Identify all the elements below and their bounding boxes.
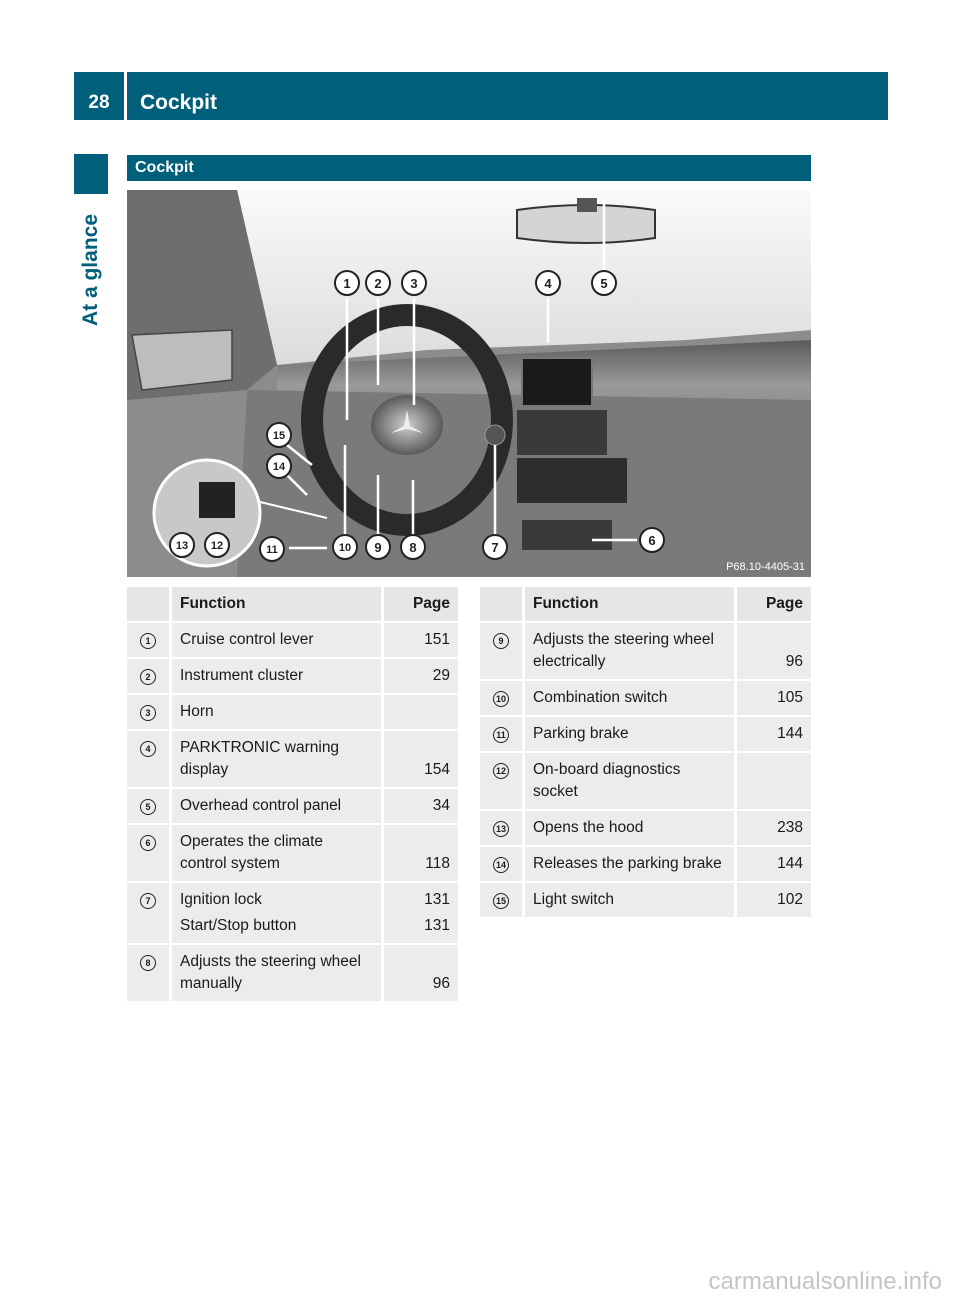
- callout-7: [483, 535, 507, 559]
- cockpit-illustration: [127, 190, 811, 577]
- table-row: [480, 716, 811, 752]
- callout-9: [366, 535, 390, 559]
- row-number: 14: [493, 857, 509, 873]
- table-row: [127, 622, 458, 658]
- page-cell: 102: [736, 882, 812, 917]
- num-header: [127, 587, 171, 622]
- page-cell: 151: [383, 622, 459, 658]
- page-header: Page: [383, 587, 459, 622]
- function-header: Function: [524, 587, 736, 622]
- callout-2: [366, 271, 390, 295]
- callout-3: [402, 271, 426, 295]
- function-cell: Horn: [171, 694, 383, 730]
- callout-10: [333, 535, 357, 559]
- side-tab: [74, 154, 108, 194]
- page-cell: 96: [383, 944, 459, 1001]
- page-cell: 118: [383, 824, 459, 882]
- function-line: Start/Stop button: [180, 917, 297, 934]
- table-row: [127, 944, 458, 1001]
- page-cell: [383, 694, 459, 730]
- function-cell: Cruise control lever: [171, 622, 383, 658]
- row-number: 6: [140, 835, 156, 851]
- row-number: 2: [140, 669, 156, 685]
- function-cell: Light switch: [524, 882, 736, 917]
- callout-9-label: 9: [374, 540, 382, 555]
- page-cell: [736, 752, 812, 810]
- table-row: [480, 680, 811, 716]
- table-row: [480, 752, 811, 810]
- callout-15: [267, 423, 291, 447]
- function-table-left: [127, 587, 458, 1001]
- callout-4-label: 4: [544, 276, 552, 291]
- table-row: [480, 810, 811, 846]
- callout-1-label: 1: [343, 276, 351, 291]
- function-header: Function: [171, 587, 383, 622]
- page-cell: 34: [383, 788, 459, 824]
- row-number: 3: [140, 705, 156, 721]
- function-cell: On-board diagnostics socket: [524, 752, 736, 810]
- section-title: Cockpit: [135, 159, 194, 176]
- callout-5: [592, 271, 616, 295]
- row-number: 5: [140, 799, 156, 815]
- table-row: [127, 788, 458, 824]
- table-row: [127, 730, 458, 788]
- figure-code: P68.10-4405-31: [726, 561, 805, 573]
- function-table-right: [480, 587, 811, 917]
- row-number: 7: [140, 893, 156, 909]
- page-line: 131: [424, 917, 450, 934]
- callout-8: [401, 535, 425, 559]
- row-number: 9: [493, 633, 509, 649]
- page-header: Page: [736, 587, 812, 622]
- row-number: 11: [493, 727, 509, 743]
- num-header: [480, 587, 524, 622]
- row-number: 8: [140, 955, 156, 971]
- function-cell: Operates the climate control system: [171, 824, 383, 882]
- callout-5-label: 5: [600, 276, 608, 291]
- table-row: [127, 824, 458, 882]
- callout-15-label: 15: [272, 430, 286, 442]
- table-row: [127, 658, 458, 694]
- row-number: 4: [140, 741, 156, 757]
- function-cell: Opens the hood: [524, 810, 736, 846]
- page-cell: 105: [736, 680, 812, 716]
- callout-14-label: 14: [272, 461, 286, 473]
- callout-10-label: 10: [338, 542, 352, 554]
- callout-11: [260, 537, 284, 561]
- row-number: 12: [493, 763, 509, 779]
- header-title: Cockpit: [140, 91, 218, 114]
- table-row: [480, 846, 811, 882]
- function-cell: Adjusts the steering wheel manually: [171, 944, 383, 1001]
- section-bar: [127, 155, 811, 181]
- page-cell: [383, 882, 459, 944]
- callout-6: [640, 528, 664, 552]
- row-number: 13: [493, 821, 509, 837]
- function-cell: Adjusts the steering wheel electrically: [524, 622, 736, 680]
- callout-11-label: 11: [266, 544, 278, 556]
- callout-12: [205, 533, 229, 557]
- callout-1: [335, 271, 359, 295]
- side-label-text: At a glance: [79, 213, 102, 327]
- table-row: [127, 694, 458, 730]
- page-cell: 144: [736, 716, 812, 752]
- page-cell: 144: [736, 846, 812, 882]
- side-label: [76, 200, 106, 340]
- function-line: Ignition lock: [180, 891, 262, 908]
- table-row: [480, 622, 811, 680]
- callout-2-label: 2: [374, 276, 382, 291]
- function-cell: [171, 882, 383, 944]
- callout-7-label: 7: [491, 540, 499, 555]
- callout-8-label: 8: [409, 540, 417, 555]
- function-cell: Instrument cluster: [171, 658, 383, 694]
- callout-12-label: 12: [210, 540, 224, 552]
- function-cell: Parking brake: [524, 716, 736, 752]
- function-cell: Overhead control panel: [171, 788, 383, 824]
- page-cell: 238: [736, 810, 812, 846]
- page-number: 28: [88, 92, 110, 113]
- function-cell: PARKTRONIC warning display: [171, 730, 383, 788]
- callout-14: [267, 454, 291, 478]
- page-cell: 154: [383, 730, 459, 788]
- callout-4: [536, 271, 560, 295]
- callout-13: [170, 533, 194, 557]
- table-row: [127, 882, 458, 944]
- row-number: 10: [493, 691, 509, 707]
- page-cell: 29: [383, 658, 459, 694]
- callout-3-label: 3: [410, 276, 418, 291]
- callout-6-label: 6: [648, 533, 656, 548]
- header-divider: [124, 72, 127, 120]
- row-number: 1: [140, 633, 156, 649]
- page-cell: 96: [736, 622, 812, 680]
- row-number: 15: [493, 893, 509, 909]
- watermark: carmanualsonline.info: [708, 1268, 942, 1295]
- page-line: 131: [424, 891, 450, 908]
- table-row: [480, 882, 811, 917]
- callout-13-label: 13: [175, 540, 189, 552]
- function-cell: Releases the parking brake: [524, 846, 736, 882]
- function-cell: Combination switch: [524, 680, 736, 716]
